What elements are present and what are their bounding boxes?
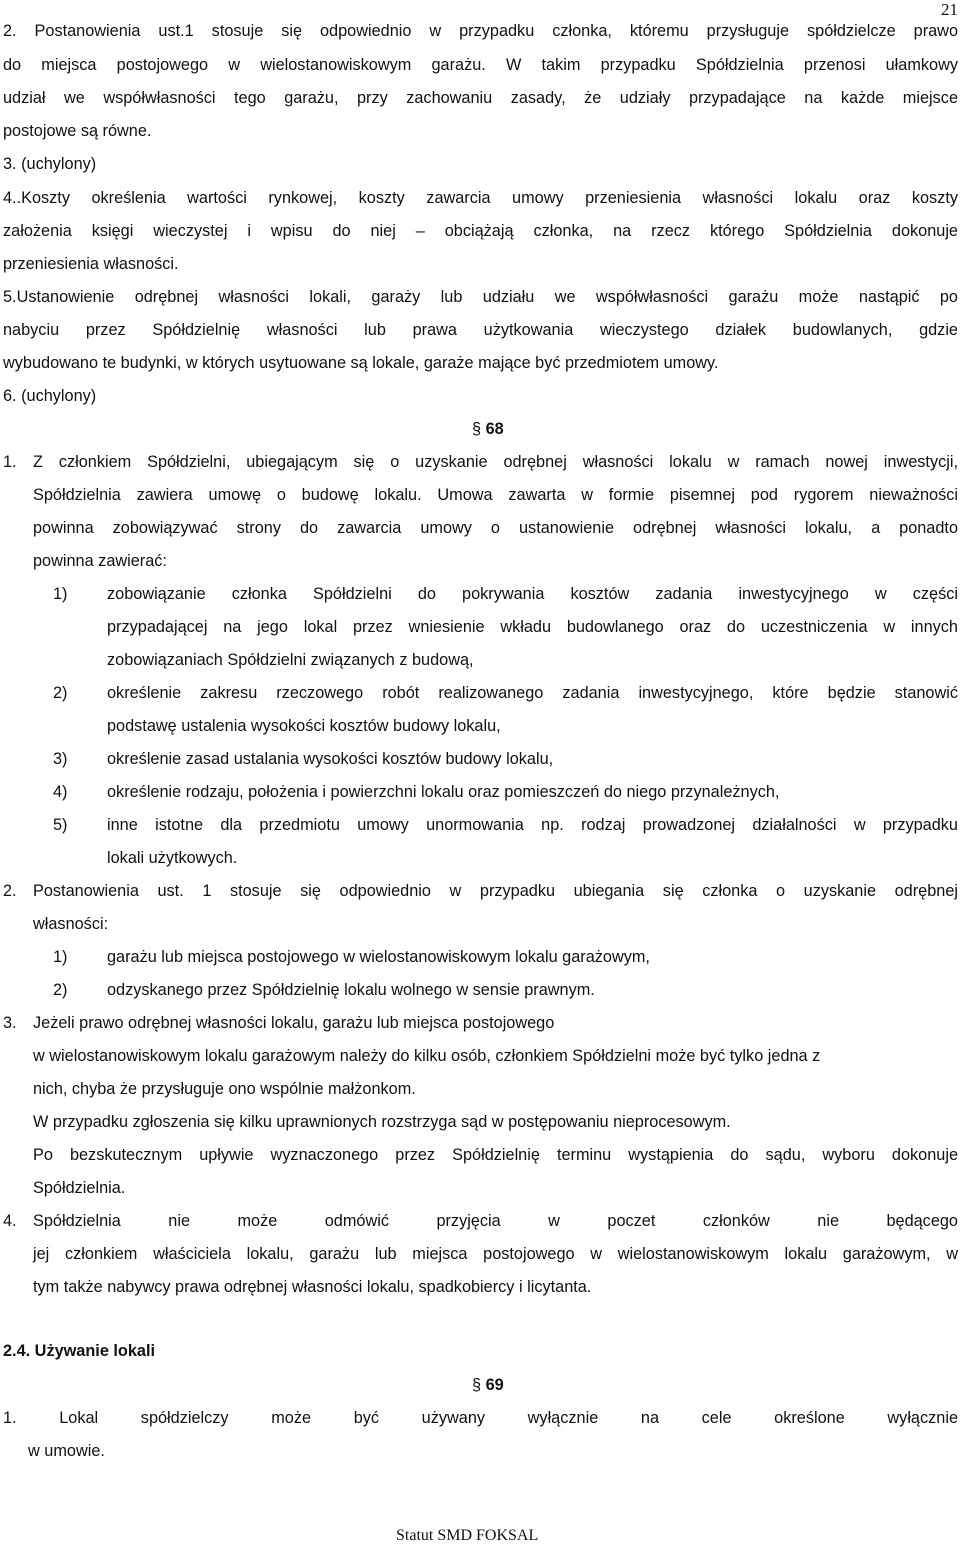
text-line: W przypadku zgłoszenia się kilku uprawnionych rozstrzyga sąd w postępowaniu nieprocesowym. [33,1113,731,1131]
text-line: do miejsca postojowego w wielostanowiskowym garażu. W takim przypadku Spółdzielnia przenosi ułamkowy [3,56,958,74]
text-line: własności: [33,915,109,933]
text-line: postojowe są równe. [3,122,152,140]
page-number: 21 [941,0,958,19]
text-line: przeniesienia własności. [3,255,179,273]
text-line: podstawę ustalenia wysokości kosztów budowy lokalu, [107,717,501,735]
text-line: 6. (uchylony) [3,387,97,405]
text-line: nabyciu przez Spółdzielnię własności lub prawa użytkowania wieczystego działek budowlanych, gdzie [3,321,958,339]
list-number: 2) [53,981,68,999]
text-line: w wielostanowiskowym lokalu garażowym należy do kilku osób, członkiem Spółdzielni może być tylko jedna z [33,1047,821,1065]
text-line: powinna zawierać: [33,552,167,570]
paragraph-number-69 [472,1375,504,1395]
text-line: Postanowienia ust. 1 stosuje się odpowiednio w przypadku ubiegania się członka o uzyskanie odrębnej [33,882,958,900]
text-line: w umowie. [28,1442,105,1460]
text-line: inne istotne dla przedmiotu umowy unormowania np. rodzaj prowadzonej działalności w przypadku [107,816,958,834]
paragraph-symbol: § [472,420,482,438]
text-line: Jeżeli prawo odrębnej własności lokalu, garażu lub miejsca postojowego [33,1014,555,1032]
item-number: 3. [3,1014,17,1032]
text-line: zobowiązaniach Spółdzielni związanych z budową, [107,651,474,669]
item-number: 1. [3,453,17,471]
paragraph-number: 68 [485,420,504,438]
text-line: określenie rodzaju, położenia i powierzchni lokalu oraz pomieszczeń do niego przynależnych, [107,783,780,801]
text-line: Spółdzielnia zawiera umowę o budowę lokalu. Umowa zawarta w formie pisemnej pod rygorem nieważności [33,486,958,504]
text-line: określenie zakresu rzeczowego robót realizowanego zadania inwestycyjnego, które będzie stanowić [107,684,958,702]
text-line: Spółdzielnia nie może odmówić przyjęcia w poczet członków nie będącego [33,1212,958,1230]
text-line: 1. Lokal spółdzielczy może być używany wyłącznie na cele określone wyłącznie [3,1409,958,1427]
paragraph-number-68 [472,419,504,439]
text-line: Z członkiem Spółdzielni, ubiegającym się o uzyskanie odrębnej własności lokalu w ramach nowej inwestycji, [33,453,958,471]
text-line: powinna zobowiązywać strony do zawarcia umowy o ustanowienie odrębnej własności lokalu, a ponadto [33,519,958,537]
item-number: 4. [3,1212,17,1230]
list-number: 2) [53,684,68,702]
item-number: 2. [3,882,17,900]
text-line: Po bezskutecznym upływie wyznaczonego przez Spółdzielnię terminu wystąpienia do sądu, wyboru dokonuje [33,1146,958,1164]
list-number: 3) [53,750,68,768]
text-line: 5.Ustanowienie odrębnej własności lokali, garaży lub udziału we współwłasności garażu może nastąpić po [3,288,958,306]
list-number: 1) [53,585,68,603]
text-line: lokali użytkowych. [107,849,238,867]
page-footer: Statut SMD FOKSAL [396,1527,539,1544]
text-line: garażu lub miejsca postojowego w wielostanowiskowym lokalu garażowym, [107,948,650,966]
text-line: nich, chyba że przysługuje ono wspólnie małżonkom. [33,1080,416,1098]
text-line: 2. Postanowienia ust.1 stosuje się odpowiednio w przypadku członka, któremu przysługuje spółdzielcze prawo [3,22,958,40]
list-number: 1) [53,948,68,966]
text-line: odzyskanego przez Spółdzielnię lokalu wolnego w sensie prawnym. [107,981,595,999]
text-line: 4..Koszty określenia wartości rynkowej, koszty zawarcia umowy przeniesienia własności lokalu oraz koszty [3,189,958,207]
paragraph-number: 69 [485,1376,504,1394]
text-line: udział we współwłasności tego garażu, przy zachowaniu zasady, że udziały przypadające na każde miejsce [3,89,958,107]
list-number: 5) [53,816,68,834]
text-line: wybudowano te budynki, w których usytuowane są lokale, garaże mające być przedmiotem umowy. [3,354,719,372]
section-heading: 2.4. Używanie lokali [3,1342,156,1360]
text-line: założenia księgi wieczystej i wpisu do niej – obciążają członka, na rzecz którego Spółdzielnia dokonuje [3,222,958,240]
paragraph-symbol: § [472,1376,482,1394]
text-line: 3. (uchylony) [3,155,97,173]
text-line: Spółdzielnia. [33,1179,126,1197]
text-line: jej członkiem właściciela lokalu, garażu lub miejsca postojowego w wielostanowiskowym lokalu garażowym, w [33,1245,958,1263]
text-line: tym także nabywcy prawa odrębnej własności lokalu, spadkobiercy i licytanta. [33,1278,592,1296]
text-line: określenie zasad ustalania wysokości kosztów budowy lokalu, [107,750,554,768]
list-number: 4) [53,783,68,801]
text-line: zobowiązanie członka Spółdzielni do pokrywania kosztów zadania inwestycyjnego w części [107,585,958,603]
text-line: przypadającej na jego lokal przez wniesienie wkładu budowlanego oraz do uczestniczenia w innych [107,618,958,636]
